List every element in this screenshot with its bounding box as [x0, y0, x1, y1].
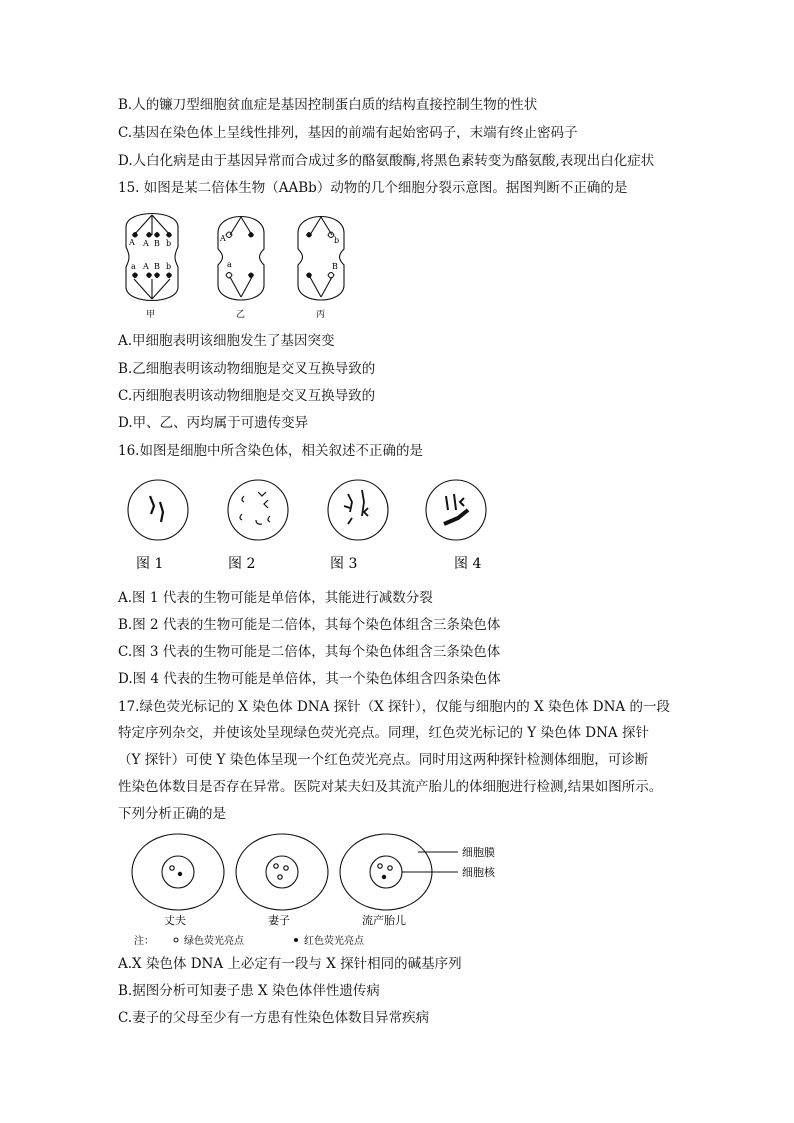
label-fig3: 图 3: [330, 556, 358, 572]
q16-chromosome-figure: [118, 474, 498, 574]
label-wife: 妻子: [268, 914, 290, 927]
label-jia: 甲: [146, 310, 156, 320]
q17-stem-2: 特定序列杂交，并使该处呈现绿色荧光亮点。同理，红色荧光标记的 Y 染色体 DNA 探针: [118, 725, 649, 741]
q15-option-b: B.乙细胞表明该动物细胞是交叉互换导致的: [118, 361, 376, 377]
label-fetus: 流产胎儿: [362, 914, 406, 927]
svg-text:A: A: [143, 239, 149, 248]
label-fig4: 图 4: [454, 556, 482, 572]
svg-text:b: b: [334, 236, 340, 245]
svg-text:B: B: [154, 239, 160, 248]
cell-jia: [126, 214, 178, 301]
q17-option-b: B.据图分析可知妻子患 X 染色体伴性遗传病: [118, 983, 380, 999]
q15-cell-division-figure: [118, 205, 358, 323]
svg-text:a: a: [227, 260, 232, 269]
q17-fluorescence-figure: [118, 830, 558, 950]
gene-A: A: [129, 238, 135, 247]
label-bing: 丙: [316, 310, 326, 320]
label-membrane: 细胞膜: [462, 846, 495, 859]
q16-option-d: D.图 4 代表的生物可能是单倍体，其一个染色体组含四条染色体: [118, 671, 501, 687]
legend-green: 绿色荧光亮点: [184, 936, 244, 947]
red-dot: [178, 872, 182, 876]
svg-text:B: B: [154, 262, 160, 271]
q17-stem-1: 17.绿色荧光标记的 X 染色体 DNA 探针（X 探针），仅能与细胞内的 X 染色体 DNA 的一段: [118, 699, 670, 715]
q14-option-c: C.基因在染色体上呈线性排列，基因的前端有起始密码子，末端有终止密码子: [118, 125, 578, 141]
cell-fig3: [328, 480, 388, 540]
cell-bing: [298, 217, 344, 301]
q15-stem: 15. 如图是某二倍体生物（AABb）动物的几个细胞分裂示意图。据图判断不正确的是: [118, 180, 628, 196]
gene-a: a: [131, 262, 136, 271]
label-husband: 丈夫: [164, 914, 186, 927]
svg-text:B: B: [332, 262, 338, 271]
cell-fig1: [128, 480, 188, 540]
label-yi: 乙: [236, 310, 246, 320]
q17-stem-5: 下列分析正确的是: [118, 806, 226, 822]
label-nucleus: 细胞核: [462, 866, 495, 879]
cell-wife: [236, 834, 328, 910]
svg-text:b: b: [166, 239, 172, 248]
cell-fig2: [228, 480, 288, 540]
q14-option-b: B.人的镰刀型细胞贫血症是基因控制蛋白质的结构直接控制生物的性状: [118, 97, 538, 113]
q17-option-a: A.X 染色体 DNA 上必定有一段与 X 探针相同的碱基序列: [118, 956, 462, 972]
q16-option-a: A.图 1 代表的生物可能是单倍体，其能进行减数分裂: [118, 590, 433, 606]
cell-yi: [218, 217, 264, 301]
q16-option-b: B.图 2 代表的生物可能是二倍体，其每个染色体组含三条染色体: [118, 617, 501, 633]
svg-text:b: b: [166, 262, 172, 271]
green-dot: [170, 866, 174, 870]
q15-option-c: C.丙细胞表明该动物细胞是交叉互换导致的: [118, 388, 376, 404]
q15-option-d: D.甲、乙、丙均属于可遗传变异: [118, 415, 309, 431]
q15-option-a: A.甲细胞表明该细胞发生了基因突变: [118, 333, 335, 349]
q17-stem-3: （Y 探针）可使 Y 染色体呈现一个红色荧光亮点。同时用这两种探针检测体细胞，可诊断: [118, 752, 649, 768]
label-fig1: 图 1: [136, 556, 164, 572]
q17-stem-4: 性染色体数目是否存在异常。医院对某夫妇及其流产胎儿的体细胞进行检测,结果如图所示。: [118, 779, 663, 795]
label-fig2: 图 2: [228, 556, 256, 572]
legend-red: 红色荧光亮点: [304, 936, 364, 947]
q16-option-c: C.图 3 代表的生物可能是二倍体，其每个染色体组含三条染色体: [118, 644, 501, 660]
cell-husband: [132, 834, 224, 910]
svg-text:A: A: [143, 262, 149, 271]
legend-note: 注：: [134, 936, 154, 947]
q17-option-c: C.妻子的父母至少有一方患有性染色体数目异常疾病: [118, 1010, 430, 1026]
q14-option-d: D.人白化病是由于基因异常而合成过多的酪氨酸酶,将黑色素转变为酪氨酸,表现出白化症状: [118, 153, 655, 169]
svg-text:A: A: [220, 234, 226, 243]
q16-stem: 16.如图是细胞中所含染色体，相关叙述不正确的是: [118, 443, 423, 459]
